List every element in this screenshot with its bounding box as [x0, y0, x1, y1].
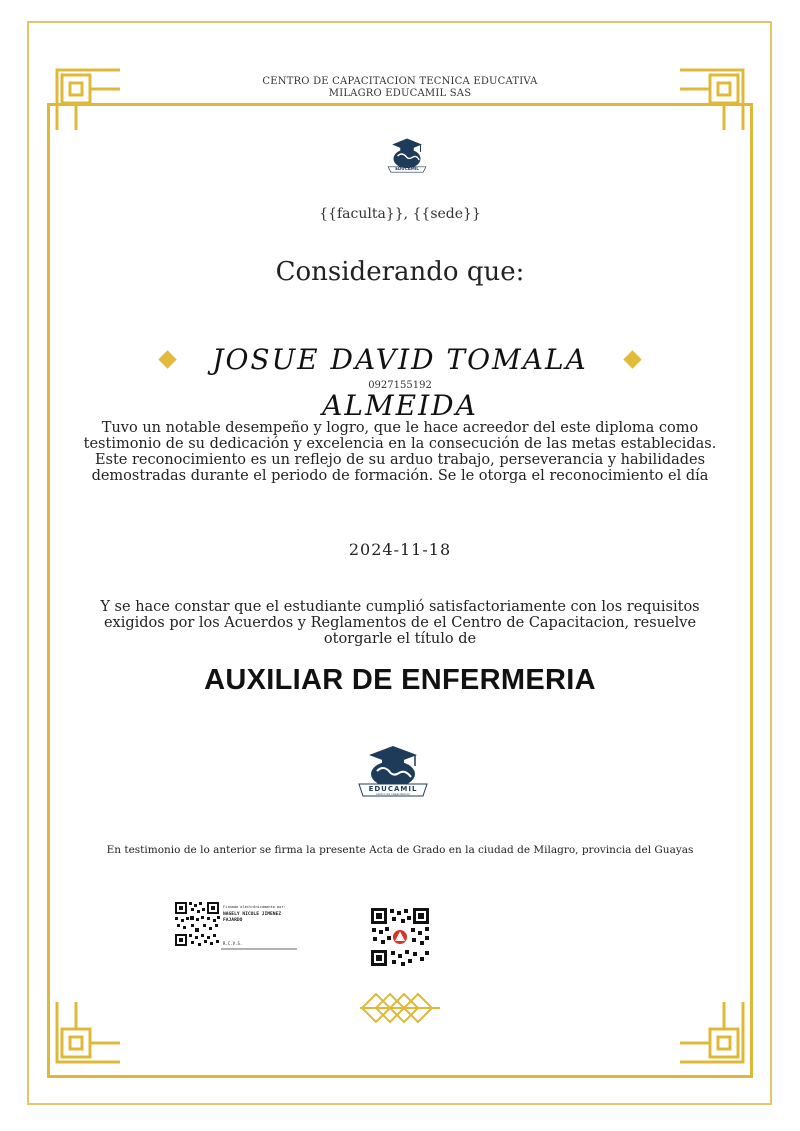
- paragraph-line: otorgarle el título de: [323, 631, 477, 647]
- svg-text:EDUCAMIL: EDUCAMIL: [395, 166, 419, 172]
- testimony-statement: En testimonio de lo anterior se firma la presente Acta de Grado en la ciudad de Milagro, provincia del Guayas: [106, 844, 694, 856]
- faculty-sede: {{faculta}}, {{sede}}: [319, 206, 481, 222]
- educamil-logo-large-icon: [353, 744, 433, 800]
- institution-name: CENTRO DE CAPACITACION TECNICA EDUCATIVA: [262, 76, 538, 87]
- paragraph-line: testimonio de su dedicación y excelencia en la consecución de las metas establecidas.: [83, 436, 717, 452]
- institution-header: [0, 76, 800, 100]
- paragraph-line: Este reconocimiento es un reflejo de su arduo trabajo, perseverancia y habilidades: [94, 452, 706, 468]
- svg-text:EDUCAMIL: EDUCAMIL: [368, 785, 418, 793]
- institution-company: MILAGRO EDUCAMIL SAS: [328, 88, 472, 99]
- svg-text:R.C.V.S.: R.C.V.S.: [223, 941, 243, 946]
- svg-text:centro de capacitacion: centro de capacitacion: [375, 792, 411, 796]
- award-date: 2024-11-18: [348, 540, 452, 559]
- constancy-paragraph: [100, 599, 700, 647]
- svg-text:FAJARDO: FAJARDO: [223, 918, 243, 923]
- degree-title: AUXILIAR DE ENFERMERIA: [204, 664, 596, 696]
- recipient-id-number: 0927155192: [368, 380, 432, 391]
- svg-text:Firmado electrónicamente por:: Firmado electrónicamente por:: [223, 905, 286, 909]
- recipient-name: JOSUE DAVID TOMALA ALMEIDA: [212, 343, 588, 422]
- achievement-paragraph: [70, 420, 730, 484]
- corner-ornament-bottom-left: [52, 1000, 122, 1070]
- electronic-signature-qr-icon: [173, 900, 298, 952]
- knot-ornament-icon: [360, 992, 440, 1024]
- paragraph-line: Tuvo un notable desempeño y logro, que le hace acreedor del este diploma como: [101, 420, 699, 436]
- paragraph-line: demostradas durante el periodo de formación. Se le otorga el reconocimiento el día: [91, 468, 709, 484]
- verification-qr-code-icon: [370, 907, 430, 967]
- considering-heading: Considerando que:: [275, 257, 525, 287]
- paragraph-line: exigidos por los Acuerdos y Reglamentos de el Centro de Capacitacion, resuelve: [103, 615, 697, 631]
- svg-text:NAGELY NICOLE JIMENEZ: NAGELY NICOLE JIMENEZ: [223, 912, 282, 917]
- corner-ornament-bottom-right: [678, 1000, 748, 1070]
- educamil-logo-icon: [380, 135, 434, 177]
- paragraph-line: Y se hace constar que el estudiante cumplió satisfactoriamente con los requisitos: [100, 599, 700, 615]
